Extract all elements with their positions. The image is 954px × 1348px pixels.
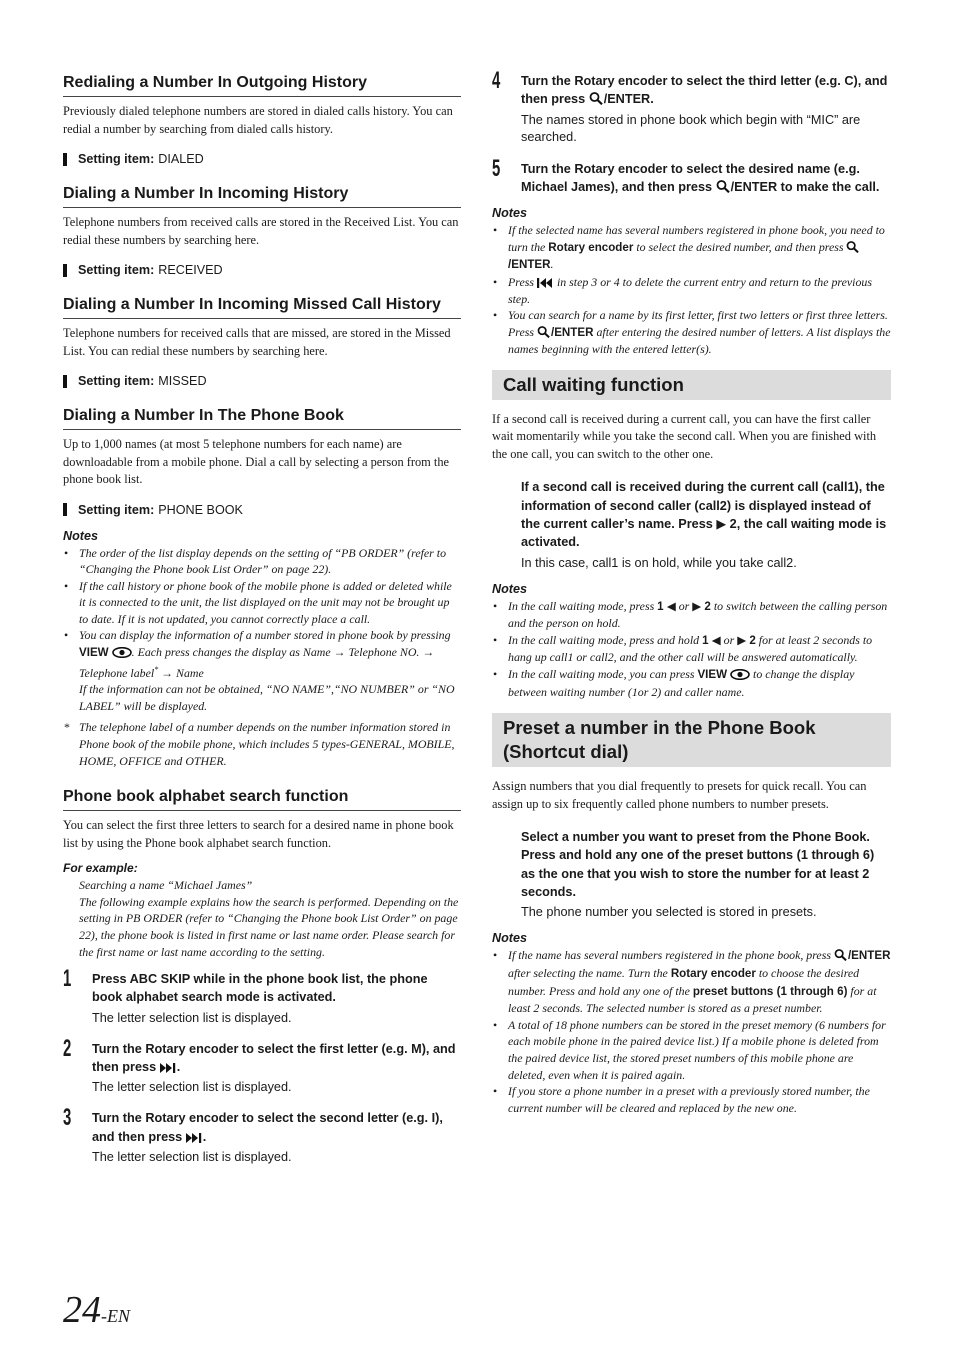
setting-item — [63, 152, 461, 166]
right-column — [492, 67, 891, 1116]
key-2-label: ▶ 2 — [716, 517, 737, 532]
note-item: • Press in step 3 or 4 to delete the current entry and return to the previous step. — [492, 274, 891, 307]
step-number: 4 — [492, 67, 501, 94]
page-suffix: -EN — [101, 1306, 130, 1326]
step-4 — [492, 67, 891, 146]
setting-marker — [63, 264, 67, 277]
section-redial-outgoing — [63, 72, 461, 166]
step-number: 3 — [63, 1104, 72, 1132]
section-missed-history — [63, 294, 461, 388]
section-body: Telephone numbers for received calls that are missed, are stored in the Missed List. You can redial these numbers by searching here. — [63, 326, 451, 358]
step-result: The letter selection list is displayed. — [92, 1080, 292, 1095]
search-icon — [834, 949, 848, 961]
note-item: • If you store a phone number in a preset with a previously stored number, the current number will be cleared and replaced by the new one. — [492, 1083, 891, 1116]
search-icon — [716, 180, 731, 193]
next-track-icon — [186, 1133, 203, 1143]
rotary-encoder-label: Rotary encoder — [145, 1041, 239, 1056]
key-2-label: ▶ 2 — [737, 633, 756, 647]
rotary-encoder-label: Rotary encoder — [670, 966, 756, 980]
setting-marker — [63, 503, 67, 516]
rotary-encoder-label: Rotary encoder — [574, 74, 668, 88]
note-item: • If the selected name has several numbers registered in phone book, you need to turn the Rotary encoder to select the desired number, and then press /ENTER. — [492, 222, 891, 274]
notes-title: Notes — [492, 206, 527, 221]
view-eye-icon — [730, 669, 750, 680]
step-instruction: Turn the Rotary encoder to select the desired name (e.g. Michael James), and then press /ENTER to make the call. — [521, 161, 880, 194]
section-heading: Dialing a Number In Incoming History — [63, 183, 461, 208]
setting-label: Setting item: — [78, 374, 155, 388]
step-instruction: Turn the Rotary encoder to select the first letter (e.g. M), and then press . — [92, 1041, 456, 1075]
setting-label: Setting item: — [78, 502, 155, 517]
step-instruction: Turn the Rotary encoder to select the third letter (e.g. C), and then press /ENTER. — [521, 74, 888, 107]
notes-title: Notes — [492, 581, 527, 596]
notes-block — [63, 529, 461, 770]
example-line: Searching a name “Michael James” — [79, 878, 253, 893]
step-result: The letter selection list is displayed. — [92, 1149, 292, 1164]
note-text: . Each press changes the display as Name → Telephone NO. → Telephone label — [79, 645, 435, 680]
page-footer — [63, 1288, 130, 1332]
step-result: The phone number you selected is stored in presets. — [521, 905, 817, 920]
note-item — [63, 627, 461, 714]
step-result: The names stored in phone book which begin with “MIC” are searched. — [521, 112, 861, 144]
example-title: For example: — [63, 861, 138, 876]
section-phone-book — [63, 405, 461, 769]
search-icon — [589, 92, 604, 105]
page-number: 24 — [63, 1289, 101, 1331]
search-icon — [846, 241, 860, 253]
notes-block — [492, 931, 891, 1116]
section-body: Previously dialed telephone numbers are stored in dialed calls history. You can redial a number by searching from dialed calls history. — [63, 104, 453, 136]
notes-block — [492, 582, 891, 701]
notes-list — [492, 947, 891, 1116]
setting-value: RECEIVED — [158, 263, 223, 277]
key-1-label: 1 ◀ — [657, 599, 676, 613]
section-heading-preset: Preset a number in the Phone Book (Shortcut dial) — [492, 713, 891, 767]
section-body: If a second call is received during a current call, you can have the first caller wait momentarily while you take the second call. When you are finished with the one call, you can switch to the other one. — [492, 411, 877, 461]
setting-item — [63, 263, 461, 277]
step-result: The letter selection list is displayed. — [92, 1010, 292, 1025]
example-line: The following example explains how the search is performed. Depending on the setting in PB ORDER (refer to “Changing the Phone book List Order” on page 22), the phone book is listed in first name or last name order. Please search for the first name or last name according to the setting. — [79, 894, 459, 959]
preset-buttons-label: preset buttons (1 through 6) — [692, 984, 848, 998]
rotary-encoder-label: Rotary encoder — [548, 240, 634, 254]
section-body: You can select the first three letters to search for a desired name in phone book list by using the Phone book alphabet search function. — [63, 818, 454, 850]
step-instruction: If a second call is received during the current call (call1), the information of second caller (call2) is displayed instead of the current caller’s name. Press ▶ 2, the call waiting mode is activated. — [521, 480, 887, 550]
section-heading-call-waiting: Call waiting function — [492, 370, 891, 400]
setting-value: MISSED — [158, 374, 207, 388]
notes-title: Notes — [63, 528, 98, 543]
key-1-label: 1 ◀ — [702, 633, 721, 647]
note-item: • If the call history or phone book of the mobile phone is added or deleted while it is connected to the unit, the list displayed on the unit may not be brought up to date. If it is not updated, you cannot correctly place a call. — [63, 578, 461, 628]
note-item: • The order of the list display depends on the setting of “PB ORDER” (refer to “Changing the Phone book List Order” on page 22). — [63, 545, 461, 578]
footnote-marker: * — [154, 664, 159, 674]
notes-title: Notes — [492, 931, 527, 946]
preset-buttons-label: preset buttons (1 through 6) — [705, 848, 875, 863]
example-body — [63, 877, 461, 960]
setting-item — [63, 503, 461, 517]
step-instruction: Press ABC SKIP while in the phone book list, the phone book alphabet search mode is activated. — [92, 972, 428, 1005]
view-key-label: VIEW — [697, 668, 728, 681]
section-heading: Dialing a Number In Incoming Missed Call History — [63, 294, 461, 319]
note-item: • In the call waiting mode, you can press VIEW to change the display between waiting number (1or 2) and caller name. — [492, 666, 891, 700]
view-key-label: VIEW — [79, 646, 109, 660]
notes-list — [63, 545, 461, 770]
notes-list — [492, 222, 891, 358]
preset-step — [492, 828, 891, 921]
section-heading: Dialing a Number In The Phone Book — [63, 405, 461, 430]
note-item: • If the name has several numbers registered in the phone book, press /ENTER after selecting the name. Turn the Rotary encoder to choose the desired number. Press and hold any one of the preset buttons (1 through 6) for at least 2 seconds. The selected number is stored as a preset number. — [492, 947, 891, 1016]
section-heading: Phone book alphabet search function — [63, 786, 461, 811]
view-eye-icon — [112, 647, 132, 658]
note-text: → Name — [158, 665, 204, 680]
step-3 — [63, 1104, 461, 1166]
section-incoming-history — [63, 183, 461, 277]
note-item: • A total of 18 phone numbers can be stored in the preset memory (6 numbers for each mobile phone in the paired device list.) If a mobile phone is deleted from the paired device list, the stored preset numbers of this mobile phone are deleted, even when it is paired again. — [492, 1017, 891, 1083]
note-item: • In the call waiting mode, press 1 ◀ or ▶ 2 to switch between the calling person and the person on hold. — [492, 598, 891, 632]
rotary-encoder-label: Rotary encoder — [145, 1111, 239, 1126]
previous-track-icon — [537, 278, 554, 288]
next-track-icon — [160, 1063, 177, 1073]
step-1 — [63, 965, 461, 1027]
step-2 — [63, 1034, 461, 1097]
note-item: • In the call waiting mode, press and hold 1 ◀ or ▶ 2 for at least 2 seconds to hang up call1 or call2, and the other call will be answered automatically. — [492, 632, 891, 666]
abc-skip-key: ABC SKIP — [129, 972, 191, 987]
notes-block — [492, 206, 891, 358]
setting-marker — [63, 375, 67, 388]
step-number: 1 — [63, 965, 72, 993]
section-alphabet-search — [63, 786, 461, 1166]
rotary-encoder-label: Rotary encoder — [574, 161, 668, 176]
step-instruction: Turn the Rotary encoder to select the second letter (e.g. I), and then press . — [92, 1111, 443, 1144]
setting-value: DIALED — [158, 152, 204, 166]
call-waiting-step — [492, 478, 891, 571]
note-item: • You can search for a name by its first letter, first two letters or first three letters. Press /ENTER after entering the desired number of letters. A list displays the names beginning with the entered letter(s). — [492, 307, 891, 358]
step-number: 2 — [63, 1034, 72, 1062]
setting-item — [63, 374, 461, 388]
notes-list — [492, 598, 891, 701]
left-column — [63, 72, 461, 1166]
note-text: You can display the information of a number stored in phone book by pressing — [79, 628, 451, 643]
step-number: 5 — [492, 154, 501, 182]
step-instruction: Select a number you want to preset from the Phone Book. Press and hold any one of the preset buttons (1 through 6) as the one that you wish to store the number for at least 2 seconds. — [521, 830, 875, 900]
search-icon — [537, 326, 551, 338]
setting-value: PHONE BOOK — [158, 502, 243, 517]
note-text: If the information can not be obtained, “NO NAME”,“NO NUMBER” or “NO LABEL” will be displayed. — [79, 682, 455, 713]
setting-label: Setting item: — [78, 263, 155, 277]
footnote-item: * The telephone label of a number depends on the number information stored in Phone book of the mobile phone, which includes 5 types-GENERAL, MOBILE, HOME, OFFICE and OTHER. — [63, 719, 461, 769]
section-body: Up to 1,000 names (at most 5 telephone numbers for each name) are downloadable from a mobile phone. Dial a call by selecting a person from the phone book list. — [63, 437, 450, 486]
step-result: In this case, call1 is on hold, while you take call2. — [521, 555, 797, 570]
section-heading: Redialing a Number In Outgoing History — [63, 72, 461, 97]
setting-label: Setting item: — [78, 152, 155, 166]
key-2-label: ▶ 2 — [692, 599, 711, 613]
step-5 — [492, 154, 891, 197]
setting-marker — [63, 153, 67, 166]
section-body: Telephone numbers from received calls are stored in the Received List. You can redial these numbers by searching here. — [63, 215, 459, 247]
section-body: Assign numbers that you dial frequently to presets for quick recall. You can assign up to six frequently called phone numbers to number presets. — [492, 779, 867, 811]
